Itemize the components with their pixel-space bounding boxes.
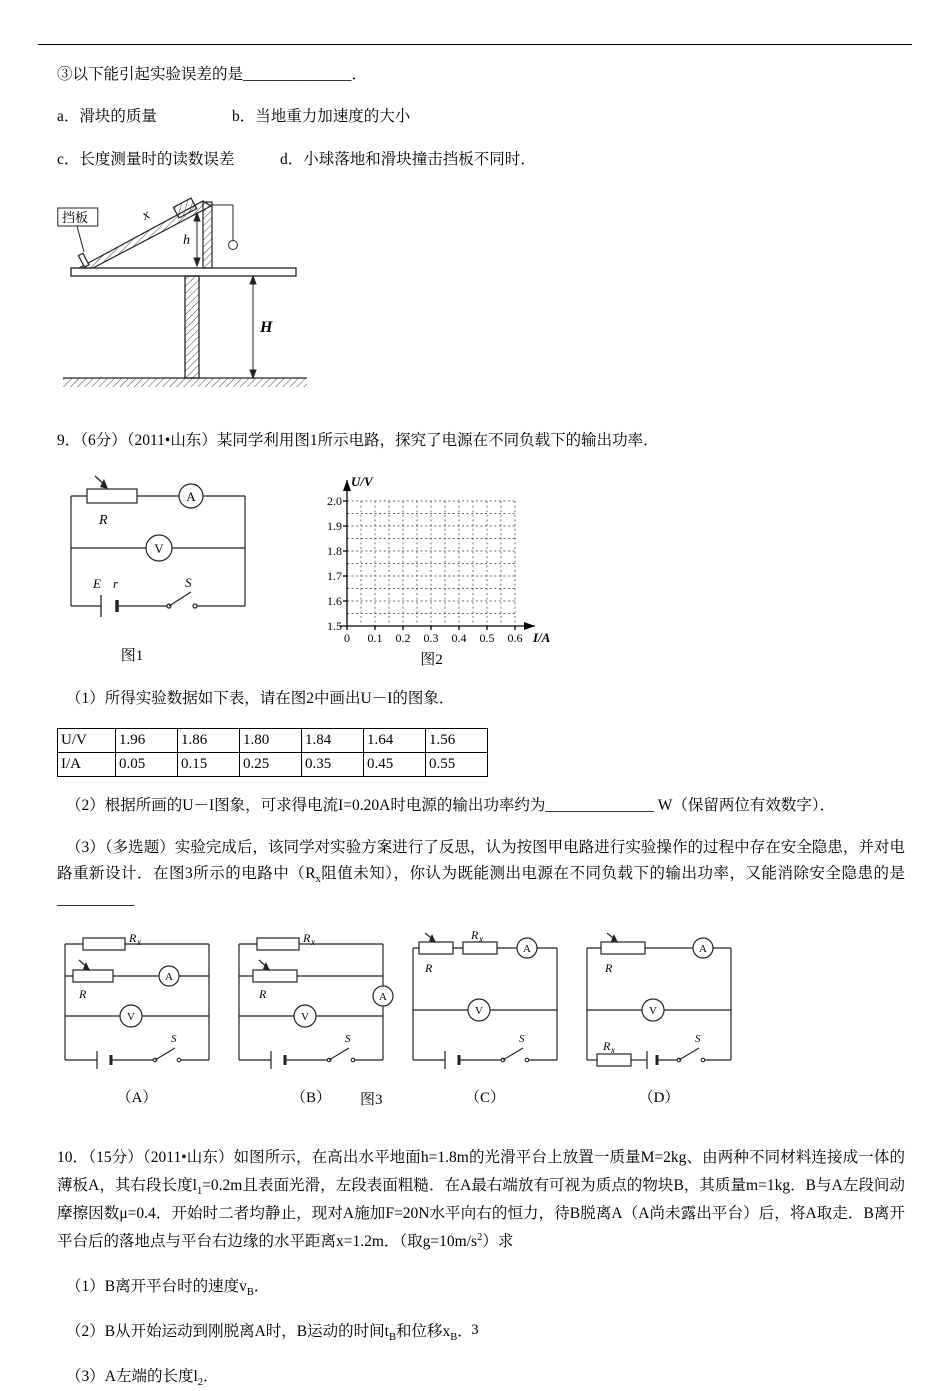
x-distance-label: x	[139, 207, 153, 224]
exam-page	[0, 44, 950, 1388]
switch-symbol	[677, 1048, 705, 1062]
rheostat-label: R	[78, 987, 87, 1001]
question-8-section	[57, 61, 905, 394]
rx-subscript: x	[316, 874, 321, 885]
table-cell: 0.45	[364, 752, 426, 776]
row-label: U/V	[58, 728, 116, 752]
circuit-option-c	[405, 928, 565, 1108]
figure-3-caption: 图3	[360, 1090, 905, 1110]
x-tick: 0	[344, 631, 350, 645]
rx-label: R	[128, 931, 137, 945]
battery-symbol	[97, 1051, 111, 1069]
table-cell: 1.96	[116, 728, 178, 752]
rheostat-symbol	[253, 960, 297, 982]
table-cell: 1.56	[426, 728, 488, 752]
y-tick: 1.8	[327, 544, 342, 558]
rheostat-label: R	[604, 961, 613, 975]
q8-option-b: b．当地重力加速度的大小	[232, 108, 410, 125]
switch-symbol	[167, 592, 197, 608]
ammeter-letter: A	[186, 489, 196, 504]
q10-item-1-text: （1）B离开平台时的速度v	[66, 1278, 247, 1295]
question-9-section	[57, 427, 905, 1110]
x-tick: 0.3	[424, 631, 439, 645]
q8-option-c: c．长度测量时的读数误差	[57, 146, 280, 173]
figure-2-block	[309, 470, 554, 670]
rx-resistor-symbol	[257, 938, 299, 950]
rx-resistor-symbol	[83, 938, 125, 950]
q10-stem-text: ）求	[482, 1233, 513, 1250]
battery-symbol	[647, 1051, 657, 1069]
voltmeter-symbol	[294, 1005, 316, 1027]
y-tick: 2.0	[327, 494, 342, 508]
table-cell: 0.15	[178, 752, 240, 776]
ammeter-letter: A	[699, 943, 707, 955]
rx-label-sub: x	[478, 934, 483, 944]
switch-label: S	[171, 1033, 177, 1045]
voltmeter-symbol	[642, 999, 664, 1021]
q9-part2: （2）根据所画的U－I图象，可求得电流I=0.20A时电源的输出功率约为______________ W（保留两位有效数字）．	[57, 792, 905, 819]
ammeter-symbol	[693, 938, 713, 958]
x-tick: 0.1	[368, 631, 383, 645]
q9-part3-text: （3）（多选题）实验完成后，该同学对实验方案进行了反思，认为按图甲电路进行实验操作的过程中存在安全隐患，并对电路重新设计．在图3所示的电路中（R	[57, 839, 905, 882]
squared-superscript: 2	[477, 1232, 482, 1243]
figure-1-block	[57, 470, 257, 666]
table-cell: 0.05	[116, 752, 178, 776]
h-height-label: h	[183, 233, 190, 248]
rx-resistor-symbol	[597, 1054, 631, 1066]
y-tick: 1.6	[327, 594, 342, 608]
battery-symbol	[101, 595, 117, 617]
question-10-section	[57, 1144, 905, 1391]
q8-part3-stem: ③以下能引起实验误差的是______________．	[57, 61, 905, 88]
table-cell: 1.86	[178, 728, 240, 752]
circuit-d-caption: （D）	[579, 1088, 739, 1108]
rx-label-sub: x	[310, 937, 315, 947]
q8-option-a: a．滑块的质量	[57, 103, 232, 130]
x-tick: 0.4	[452, 631, 467, 645]
top-divider	[38, 44, 912, 45]
q10-item-1-text: ．	[254, 1278, 270, 1295]
circuit-option-a	[57, 928, 217, 1108]
y-tick: 1.7	[327, 569, 342, 583]
circuit-c-caption: （C）	[405, 1088, 565, 1108]
rx-label: R	[602, 1039, 611, 1053]
battery-symbol	[271, 1051, 285, 1069]
rx-label: R	[302, 931, 311, 945]
H-height-label: H	[259, 319, 273, 336]
q8-options-ab	[57, 103, 905, 130]
rx-label: R	[470, 928, 479, 942]
q9-figures-row	[57, 470, 905, 670]
circuit-c-figure	[405, 928, 565, 1088]
switch-symbol	[327, 1048, 355, 1062]
ammeter-symbol	[179, 484, 203, 508]
circuit-b-figure	[231, 928, 391, 1088]
q10-stem-text: 10．（15分）（2011•山东）如图所示，在高出水平地面h=1.8m的光滑平台上放置一质量M=2kg、由两种不同材料连接成一体的薄板A，其右段长度l	[57, 1149, 905, 1194]
voltmeter-letter: V	[301, 1011, 309, 1023]
figure-2-caption: 图2	[309, 650, 554, 670]
voltmeter-letter: V	[127, 1011, 135, 1023]
internal-resistance-label: r	[113, 576, 119, 591]
q8-options-cd	[57, 146, 905, 173]
rheostat-label: R	[98, 513, 108, 528]
table-cell: 0.35	[302, 752, 364, 776]
circuit-a-figure	[57, 928, 217, 1088]
table-cell: 0.55	[426, 752, 488, 776]
rheostat-symbol	[87, 476, 137, 503]
battery-symbol	[445, 1051, 459, 1069]
circuit-b-caption: （B）	[231, 1088, 391, 1108]
table-cell: 1.80	[240, 728, 302, 752]
circuit-a-caption: （A）	[57, 1088, 217, 1108]
figure-1-caption: 图1	[57, 646, 207, 666]
rheostat-label: R	[424, 961, 433, 975]
table-row-uv	[58, 728, 488, 752]
ammeter-letter: A	[523, 943, 531, 955]
q10-item-3-text: （3）A左端的长度l	[66, 1368, 198, 1385]
table-cell: 1.84	[302, 728, 364, 752]
circuit-option-d	[579, 928, 739, 1108]
ammeter-symbol	[373, 986, 393, 1006]
q9-part3-text: 阻值未知），你认为既能测出电源在不同负载下的输出功率，又能消除安全隐患的是__________	[57, 865, 905, 908]
xb-subscript: B	[450, 1332, 457, 1343]
q9-part1: （1）所得实验数据如下表，请在图2中画出U－I的图象．	[57, 685, 905, 712]
uv-ia-data-table	[57, 728, 488, 777]
table-cell: 1.64	[364, 728, 426, 752]
q10-item-2-text: ．	[457, 1323, 473, 1340]
rheostat-label: R	[258, 987, 267, 1001]
figure-3-circuits-row	[57, 928, 905, 1108]
graph-grid	[347, 501, 515, 626]
rheostat-symbol	[601, 933, 645, 954]
switch-label: S	[345, 1033, 351, 1045]
q10-item-1	[57, 1272, 905, 1302]
voltmeter-letter: V	[475, 1005, 483, 1017]
q10-stem	[57, 1144, 905, 1256]
voltmeter-symbol	[468, 999, 490, 1021]
voltmeter-symbol	[146, 535, 172, 561]
switch-label: S	[519, 1033, 525, 1045]
x-tick: 0.2	[396, 631, 411, 645]
y-axis-label: U/V	[351, 474, 374, 489]
circuit-d-figure	[579, 928, 739, 1088]
tb-subscript: B	[389, 1332, 396, 1343]
voltmeter-letter: V	[154, 541, 164, 556]
l1-subscript: 1	[197, 1186, 202, 1197]
q10-item-2-text: 和位移x	[396, 1323, 450, 1340]
page-content	[0, 44, 950, 1391]
ui-graph-figure-2	[309, 470, 554, 650]
l2-subscript: 2	[198, 1377, 203, 1388]
x-tick: 0.6	[508, 631, 523, 645]
q8-option-d: d．小球落地和滑块撞击挡板不同时．	[280, 151, 536, 168]
x-axis-label: I/A	[532, 630, 551, 645]
voltmeter-symbol	[120, 1005, 142, 1027]
circuit-figure-1	[57, 470, 257, 646]
circuit-wires	[65, 944, 209, 1060]
voltmeter-letter: V	[649, 1005, 657, 1017]
baffle-label: 挡板	[62, 210, 88, 225]
circuit-option-b	[231, 928, 391, 1108]
hanging-ball	[229, 241, 238, 250]
y-tick: 1.9	[327, 519, 342, 533]
emf-label: E	[92, 576, 101, 591]
q10-item-3	[57, 1362, 905, 1391]
baffle-plate	[78, 253, 89, 267]
row-label: I/A	[58, 752, 116, 776]
q10-stem-text: =0.2m且表面光滑，左段表面粗糙．在A最右端放有可视为质点的物块B，其质量m=1kg．B与A左段间动摩擦因数μ=0.4．开始时二者均静止，现对A施加F=20N水平向右的恒力，待B脱离A（A尚未露出平台）后，将A取走．B离开平台后的落地点与平台右边缘的水平距离x=1.2m．（取g=10m/s	[57, 1177, 905, 1250]
ammeter-symbol	[159, 966, 179, 986]
rx-label-sub: x	[610, 1045, 615, 1055]
x-tick: 0.5	[480, 631, 495, 645]
q9-part3	[57, 835, 905, 913]
switch-label: S	[185, 575, 192, 590]
ammeter-letter: A	[165, 971, 173, 983]
page-number: 3	[0, 1322, 950, 1339]
switch-label: S	[695, 1033, 701, 1045]
q10-item-3-text: ．	[203, 1368, 219, 1385]
vb-subscript: B	[247, 1287, 254, 1298]
y-tick: 1.5	[327, 619, 342, 633]
q9-stem: 9．（6分）（2011•山东）某同学利用图1所示电路，探究了电源在不同负载下的输出功率．	[57, 427, 905, 454]
q10-item-2-text: （2）B从开始运动到刚脱离A时，B运动的时间t	[66, 1323, 389, 1340]
ammeter-symbol	[517, 938, 537, 958]
table-row-ia	[58, 752, 488, 776]
table-cell: 0.25	[240, 752, 302, 776]
switch-symbol	[501, 1048, 529, 1062]
incline-table-figure	[57, 188, 357, 393]
rx-label-sub: x	[136, 937, 141, 947]
ammeter-letter: A	[379, 991, 387, 1003]
rheostat-symbol	[419, 933, 453, 954]
rheostat-symbol	[73, 960, 113, 982]
switch-symbol	[153, 1048, 181, 1062]
graph-axes	[339, 480, 535, 630]
